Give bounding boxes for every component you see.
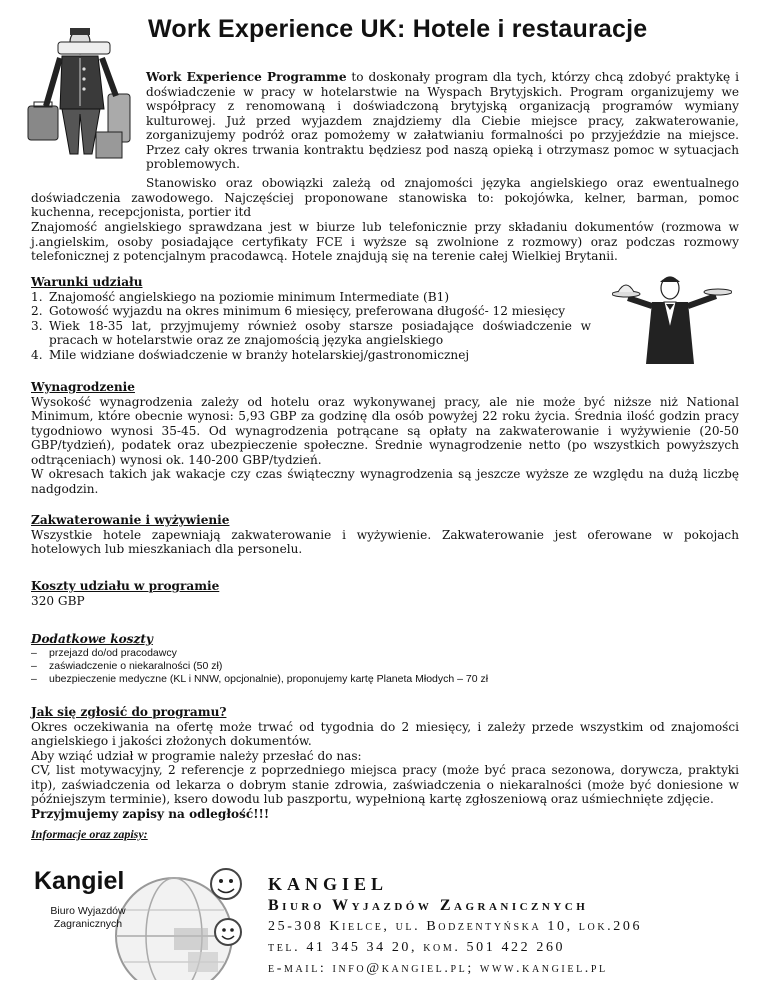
list-item: 4. Mile widziane doświadczenie w branży hotelarskiej/gastronomicznej — [31, 347, 470, 362]
dodatkowe-section — [31, 632, 739, 686]
contact-block — [268, 874, 642, 979]
zgloszenie-p2: Aby wziąć udział w programie należy przesłać do nas: — [31, 748, 362, 763]
info-heading: Informacje oraz zapisy: — [31, 827, 148, 841]
positions-paragraph — [31, 176, 739, 220]
warunki-heading: Warunki udziału — [31, 275, 143, 289]
koszty-value: 320 GBP — [31, 593, 85, 608]
zgloszenie-p4: Przyjmujemy zapisy na odległość!!! — [31, 806, 270, 821]
page-title: Work Experience UK: Hotele i restauracje — [148, 15, 648, 43]
logo-tagline: Biuro Wyjazdów Zagranicznych — [50, 905, 126, 930]
language-paragraph: Znajomość angielskiego sprawdzana jest w biurze lub telefonicznie przy składaniu dokumentów (rozmowa w j.angielskim, osoby posiadające certyfikaty FCE i wyższe są zwolnione z rozmowy) oraz podczas rozmowy telefonicznej z potencjalnym pracodawcą. Hotele znajdują się na terenie całej Wielkiej Brytanii. — [31, 220, 739, 263]
zgloszenie-p1: Okres oczekiwania na ofertę może trwać od tygodnia do 2 miesięcy, i zależy przede wszystkim od znajomości angielskiego i jakości złożonych dokumentów. — [31, 719, 739, 748]
list-item: 2. Gotowość wyjazdu na okres minimum 6 miesięcy, preferowana długość- 12 miesięcy — [31, 304, 566, 318]
list-item: – zaświadczenie o niekaralności (50 zł) — [31, 659, 223, 672]
contact-name: KANGIEL — [268, 874, 389, 894]
dodatkowe-heading: Dodatkowe koszty — [31, 632, 153, 646]
zgloszenie-heading: Jak się zgłosić do programu? — [31, 705, 227, 719]
wynagrodzenie-section — [31, 380, 739, 496]
wynagrodzenie-note: W okresach takich jak wakacje czy czas świąteczny wynagrodzenia są jeszcze wyższe ze względu na dużą liczbę nadgodzin. — [31, 467, 739, 496]
intro-text: to doskonały program dla tych, którzy chcą zdobyć praktykę i doświadczenie w pracy w hotelarstwie na Wyspach Brytyjskich. Program organizujemy we współpracy z renomowaną i doświadczoną brytyjską organizacją programów wymiany kulturowej. Już przed wyjazdem znajdziemy dla Ciebie miejsce pracy, zakwaterowanie, zorganizujemy podróż oraz pomożemy w załatwianiu formalności po przyjeździe na miejsce. Przez cały okres trwania kontraktu będziesz pod naszą opieką i otrzymasz pomoc w sytuacjach problemowych. — [146, 70, 739, 171]
bellboy-illustration — [22, 14, 144, 164]
warunki-list — [31, 290, 591, 363]
dodatkowe-list — [31, 647, 739, 686]
contact-phone: tel. 41 345 34 20, kom. 501 422 260 — [268, 940, 566, 955]
zakwaterowanie-heading: Zakwaterowanie i wyżywienie — [31, 513, 230, 527]
list-item: – przejazd do/od pracodawcy — [31, 646, 177, 659]
positions-text: Stanowisko oraz obowiązki zależą od znajomości języka angielskiego oraz ewentualnego doświadczenia zawodowego. Najczęściej proponowane stanowiska to: pokojówka, kelner, barman, pomoc kuchenna, recepcjonista, portier itd — [31, 176, 739, 219]
zakwaterowanie-text: Wszystkie hotele zapewniają zakwaterowanie i wyżywienie. Zakwaterowanie jest oferowane w pokojach hotelowych lub mieszkaniach dla personelu. — [31, 527, 739, 556]
zgloszenie-section — [31, 705, 739, 821]
wynagrodzenie-heading: Wynagrodzenie — [31, 380, 135, 394]
logo-name: Kangiel — [34, 867, 125, 895]
list-item: – ubezpieczenie medyczne (KL i NNW, opcjonalnie), proponujemy kartę Planeta Młodych – 70 zł — [31, 672, 489, 685]
list-item: 3. Wiek 18-35 lat, przyjmujemy również osoby starsze posiadające doświadczenie w pracach w hotelarstwie oraz ze znajomością języka angielskiego — [31, 318, 591, 347]
contact-subtitle: Biuro Wyjazdów Zagranicznych — [268, 897, 589, 914]
koszty-heading: Koszty udziału w programie — [31, 579, 220, 593]
list-item: 1. Znajomość angielskiego na poziomie minimum Intermediate (B1) — [31, 289, 450, 304]
koszty-section — [31, 579, 739, 608]
intro-paragraph — [146, 70, 739, 172]
intro-lead: Work Experience Programme — [146, 70, 347, 84]
kangiel-logo — [24, 858, 260, 980]
wynagrodzenie-text: Wysokość wynagrodzenia zależy od hotelu oraz wykonywanej pracy, ale nie może być niższe niż National Minimum, które obecnie wynosi: 5,93 GBP za godzinę dla osób powyżej 22 roku życia. Średnia ilość godzin pracy tygodniowo wynosi 35-45. Od wynagrodzenia potrącane są opłaty na zakwaterowanie i wyżywienie (20-50 GBP/tydzień), podatek oraz ubezpieczenie społeczne. Średnie wynagrodzenie netto (po wszystkich powyższych odtrąceniach) wynosi ok. 140-200 GBP/tydzień. — [31, 394, 739, 467]
warunki-section — [31, 275, 591, 362]
contact-email[interactable]: e-mail: info@kangiel.pl; www.kangiel.pl — [268, 961, 608, 976]
zgloszenie-p3: CV, list motywacyjny, 2 referencje z poprzedniego miejsca pracy (może być praca sezonowa, dorywcza, praktyki itp), zaświadczenia od lekarza o dobrym stanie zdrowia, zaświadczenia o niekaralności (może być doniesione w późniejszym terminie), ksero dowodu lub paszportu, wypełnioną kartę zgłoszeniową oraz uśmiechnięte zdjęcie. — [31, 763, 739, 806]
contact-address: 25-308 Kielce, ul. Bodzentyńska 10, lok.206 — [268, 919, 643, 934]
waiter-illustration — [612, 268, 732, 368]
zakwaterowanie-section — [31, 513, 739, 557]
